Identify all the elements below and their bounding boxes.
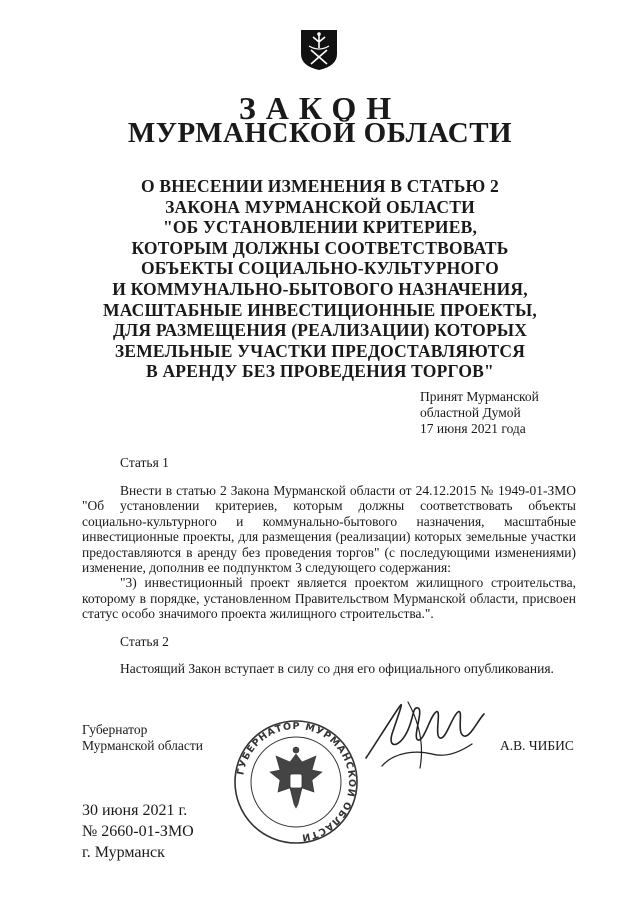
article-2-body: Настоящий Закон вступает в силу со дня его официального опубликования. bbox=[120, 661, 554, 676]
region-heading: МУРМАНСКОЙ ОБЛАСТИ bbox=[127, 117, 513, 149]
body-line: изменение, дополнив ее подпунктом 3 следующего содержания: bbox=[82, 560, 451, 576]
subject-line: О ВНЕСЕНИИ ИЗМЕНЕНИЯ В СТАТЬЮ 2 bbox=[141, 176, 499, 196]
law-registration-info bbox=[82, 800, 194, 863]
governor-signature bbox=[360, 694, 490, 782]
article-1-title: Статья 1 bbox=[120, 455, 169, 470]
body-line: которому в порядке, установленном Правительством Мурманской области, присвоен bbox=[82, 590, 576, 606]
body-line: статус особо значимого проекта жилищного строительства.". bbox=[82, 606, 434, 622]
body-line: предоставляются в аренду без проведения торгов" (с последующими изменениями) bbox=[82, 544, 576, 560]
body-line: "Об установлении критериев, которым должны соответствовать объекты bbox=[82, 498, 576, 514]
subject-line: "ОБ УСТАНОВЛЕНИИ КРИТЕРИЕВ, bbox=[162, 217, 478, 238]
seal-ring-text: ГУБЕРНАТОР МУРМАНСКОЙ ОБЛАСТИ bbox=[235, 720, 358, 843]
signing-city: г. Мурманск bbox=[82, 844, 165, 861]
subject-line: КОТОРЫМ ДОЛЖНЫ СООТВЕТСТВОВАТЬ bbox=[131, 237, 509, 258]
coat-of-arms-icon bbox=[299, 28, 339, 72]
governor-name: А.В. ЧИБИС bbox=[500, 738, 574, 753]
body-line: Внести в статью 2 Закона Мурманской области от 24.12.2015 № 1949-01-ЗМО bbox=[120, 483, 576, 498]
article-1-body bbox=[82, 483, 576, 622]
subject-line: МАСШТАБНЫЕ ИНВЕСТИЦИОННЫЕ ПРОЕКТЫ, bbox=[103, 299, 537, 320]
adoption-line: областной Думой bbox=[420, 405, 521, 420]
body-line: инвестиционные проекты, для размещения (реализации) которых земельные участки bbox=[82, 529, 576, 545]
subject-line: ЗАКОНА МУРМАНСКОЙ ОБЛАСТИ bbox=[165, 196, 475, 217]
adoption-note bbox=[420, 389, 539, 437]
article-2-title: Статья 2 bbox=[120, 634, 169, 649]
law-number: № 2660-01-ЗМО bbox=[82, 823, 194, 840]
subject-line: В АРЕНДУ БЕЗ ПРОВЕДЕНИЯ ТОРГОВ" bbox=[146, 361, 494, 382]
governor-title bbox=[82, 722, 203, 754]
subject-line: ОБЪЕКТЫ СОЦИАЛЬНО-КУЛЬТУРНОГО bbox=[141, 258, 499, 279]
document-type-heading: ЗАКОН bbox=[238, 90, 402, 126]
signing-date: 30 июня 2021 г. bbox=[82, 802, 188, 819]
official-seal bbox=[232, 718, 360, 846]
adoption-date: 17 июня 2021 года bbox=[420, 421, 526, 436]
adoption-line: Принят Мурманской bbox=[420, 389, 539, 404]
law-subject-title bbox=[80, 176, 560, 382]
subject-line: ЗЕМЕЛЬНЫЕ УЧАСТКИ ПРЕДОСТАВЛЯЮТСЯ bbox=[114, 340, 526, 361]
subject-line: ДЛЯ РАЗМЕЩЕНИЯ (РЕАЛИЗАЦИИ) КОТОРЫХ bbox=[112, 320, 528, 341]
double-headed-eagle-icon bbox=[270, 747, 322, 808]
subject-line: И КОММУНАЛЬНО-БЫТОВОГО НАЗНАЧЕНИЯ, bbox=[112, 278, 528, 299]
governor-title-line: Мурманской области bbox=[82, 738, 203, 753]
governor-title-line: Губернатор bbox=[82, 722, 148, 737]
body-line: социально-культурного и коммунально-бытового назначения, масштабные bbox=[82, 513, 576, 529]
body-line: "3) инвестиционный проект является проектом жилищного строительства, bbox=[120, 575, 576, 591]
